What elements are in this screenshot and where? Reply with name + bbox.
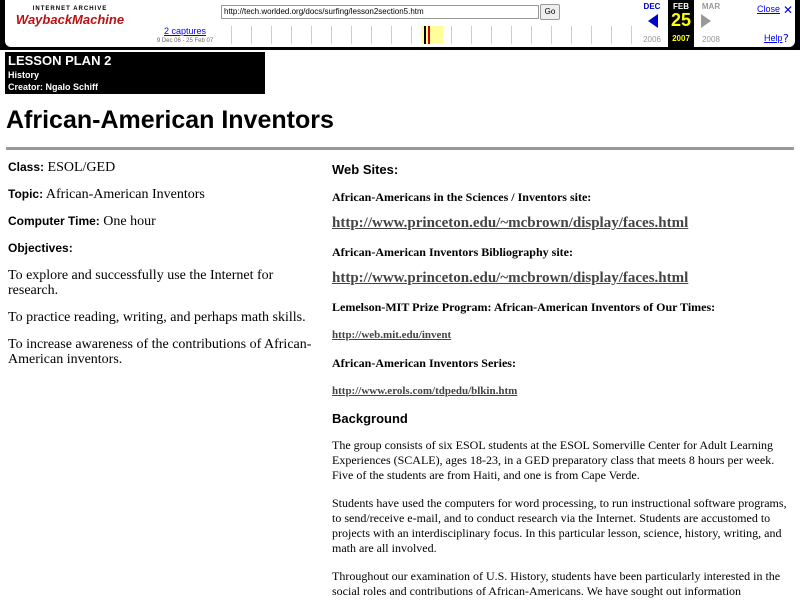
lesson-subject: History: [8, 70, 40, 80]
wayback-logo-top: INTERNET ARCHIVE: [32, 6, 108, 12]
websites-heading: Web Sites:: [332, 162, 399, 177]
captures-link[interactable]: 2 captures: [163, 26, 207, 36]
class-row: [8, 160, 318, 175]
site-link[interactable]: http://www.princeton.edu/~mcbrown/display/faces.html: [332, 270, 689, 286]
time-row: [8, 214, 318, 229]
site-link[interactable]: http://www.princeton.edu/~mcbrown/display/faces.html: [332, 215, 689, 231]
url-input[interactable]: http://tech.worlded.org/docs/surfing/lesson2section5.htm: [221, 5, 539, 19]
objectives-row: [8, 241, 318, 256]
close-link[interactable]: Close: [757, 4, 781, 14]
current-day: 25: [670, 10, 692, 30]
wayback-logo[interactable]: [15, 6, 125, 36]
site-link[interactable]: http://www.erols.com/tdpedu/blkin.htm: [332, 385, 518, 397]
background-text: [332, 438, 792, 599]
time-label: Computer Time:: [8, 214, 100, 228]
lesson-details: [8, 160, 318, 379]
resources: [332, 162, 792, 612]
topic-value: African-American Inventors: [45, 187, 205, 202]
capture-range: 9 Dec 06 - 25 Feb 07: [156, 38, 214, 44]
wayback-toolbar: [0, 0, 800, 50]
objectives-label: Objectives:: [8, 241, 73, 255]
divider: [6, 147, 794, 150]
capture-sparkline[interactable]: [221, 24, 641, 46]
next-month: MAR: [701, 2, 721, 11]
topic-row: [8, 187, 318, 202]
prev-capture-arrow-icon[interactable]: [648, 14, 658, 28]
background-paragraph: Throughout our examination of U.S. History, students have been particularly interested in the social roles and contributions of African-Americans. We have sought out information: [332, 569, 781, 598]
lesson-plan-number: LESSON PLAN 2: [8, 53, 112, 68]
capture-calendar: [635, 0, 725, 47]
wayback-toolbar-panel: [5, 0, 795, 47]
background-heading: Background: [332, 411, 408, 426]
background-paragraph: Students have used the computers for word processing, to run instructional software programs, to send/receive e-mail, and to conduct research via the Internet. Students are accustomed to projects with an interdisciplinary focus. In this particular lesson, science, history, writing, and math are all involved.: [332, 496, 787, 555]
wayback-logo-main: WaybackMachine: [15, 12, 125, 27]
time-value: One hour: [103, 214, 156, 229]
help-icon[interactable]: ?: [783, 32, 789, 45]
captures-info: [145, 26, 225, 44]
objective-item: To practice reading, writing, and perhaps math skills.: [8, 310, 306, 325]
prev-year: 2006: [643, 35, 661, 44]
help-link[interactable]: Help: [764, 33, 783, 43]
close-icon[interactable]: ✕: [783, 3, 794, 17]
site-link[interactable]: http://web.mit.edu/invent: [332, 329, 452, 341]
page-title: African-American Inventors: [6, 106, 334, 134]
site-title: Lemelson-MIT Prize Program: African-American Inventors of Our Times:: [332, 300, 716, 314]
site-title: African-American Inventors Series:: [332, 356, 516, 370]
prev-month[interactable]: DEC: [643, 2, 661, 11]
go-button[interactable]: Go: [540, 4, 560, 20]
current-month: FEB: [673, 2, 689, 11]
objective-item: To explore and successfully use the Internet for research.: [8, 268, 274, 298]
lesson-plan-header: [5, 52, 265, 94]
next-capture-arrow-icon: [701, 14, 711, 28]
class-value: ESOL/GED: [47, 160, 116, 175]
current-year: 2007: [672, 34, 690, 43]
site-title: African-Americans in the Sciences / Inventors site:: [332, 190, 592, 204]
background-paragraph: The group consists of six ESOL students at the ESOL Somerville Center for Adult Learning Experiences (SCALE), ages 18-23, in a GED preparatory class that meets 8 hours per week. Five of the students are from Haiti, and one is from Cape Verde.: [332, 438, 775, 482]
topic-label: Topic:: [8, 187, 44, 201]
objective-item: To increase awareness of the contributions of African-American inventors.: [8, 337, 312, 367]
class-label: Class:: [8, 160, 45, 174]
lesson-creator: Creator: Ngalo Schiff: [8, 82, 99, 92]
current-capture: [668, 0, 694, 47]
next-year: 2008: [702, 35, 720, 44]
site-title: African-American Inventors Bibliography site:: [332, 245, 573, 259]
